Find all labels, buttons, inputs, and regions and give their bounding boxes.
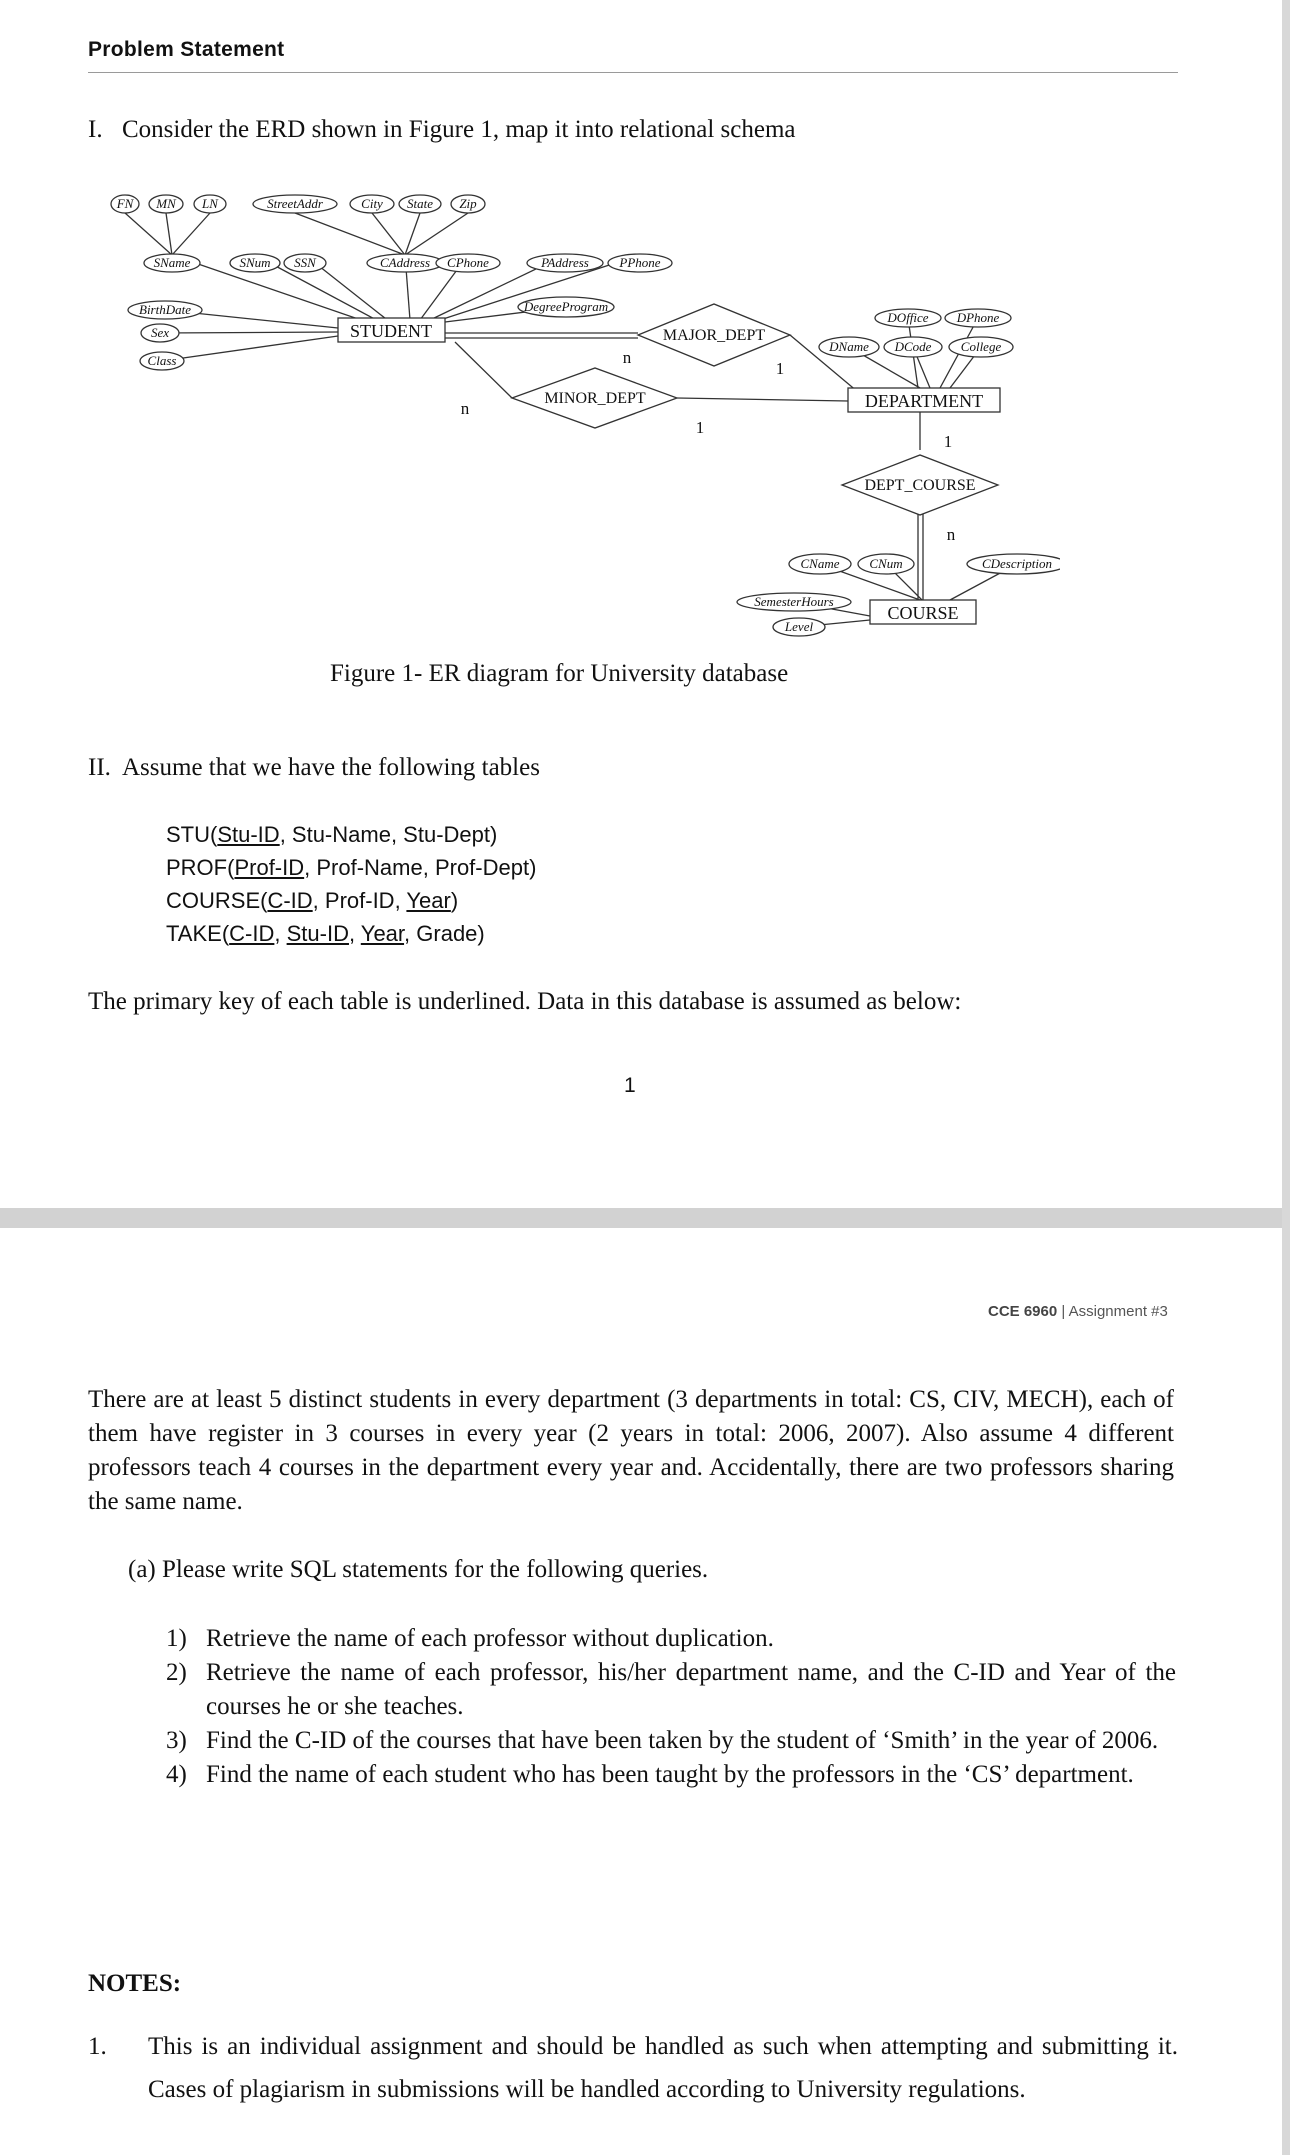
schema-course-attrs: , Prof-ID, <box>312 888 407 913</box>
header-separator: | <box>1057 1303 1069 1320</box>
entity-course: COURSE <box>887 603 959 623</box>
note-number: 1. <box>88 2033 107 2060</box>
primary-key-note: The primary key of each table is underlined. Data in this database is assumed as below: <box>88 988 962 1015</box>
attr-zip: Zip <box>459 196 477 211</box>
page-number: 1 <box>624 1074 636 1097</box>
attr-snum: SNum <box>239 255 271 270</box>
page-gap <box>0 1208 1290 1228</box>
rel-major-dept: MAJOR_DEPT <box>662 327 766 344</box>
query-number: 2) <box>166 1659 187 1686</box>
query-list <box>166 1622 1176 1792</box>
attr-cnum: CNum <box>869 556 903 571</box>
schema-take-key-1: C-ID <box>229 921 275 946</box>
attr-ln: LN <box>202 196 218 211</box>
page-header <box>988 1303 1168 1320</box>
schema-prof-attrs: , Prof-Name, Prof-Dept) <box>304 855 537 880</box>
question-1 <box>88 116 796 144</box>
rel-dept-course: DEPT_COURSE <box>864 477 976 494</box>
schema-stu <box>166 818 536 851</box>
query-text: Find the name of each student who has been taught by the professors in the ‘CS’ department. <box>206 1761 1134 1788</box>
rel-minor-dept: MINOR_DEPT <box>544 390 646 407</box>
schema-course-close: ) <box>450 888 459 913</box>
header-assignment: Assignment #3 <box>1068 1303 1168 1320</box>
er-diagram <box>100 180 1060 650</box>
attr-caddress: CAddress <box>379 255 431 270</box>
attr-cphone: CPhone <box>447 255 489 270</box>
question-2-text: Assume that we have the following tables <box>122 754 540 781</box>
attr-dcode: DCode <box>894 339 932 354</box>
note-item-1 <box>88 2025 1178 2111</box>
schema-prof-name: PROF( <box>166 855 235 880</box>
attr-level: Level <box>784 619 814 634</box>
attr-sex: Sex <box>150 325 170 340</box>
part-a-heading: (a) Please write SQL statements for the following queries. <box>128 1556 709 1583</box>
attr-state: State <box>407 196 433 211</box>
attr-college: College <box>960 339 1002 354</box>
entity-department: DEPARTMENT <box>864 391 984 411</box>
schema-prof-key: Prof-ID <box>234 855 305 880</box>
attr-semester-hours: SemesterHours <box>754 594 834 609</box>
query-item-2 <box>166 1656 1176 1724</box>
attr-cname: CName <box>800 556 840 571</box>
schema-course <box>166 884 536 917</box>
attr-paddress: PAddress <box>541 255 589 270</box>
attr-dname: DName <box>829 339 869 354</box>
query-text: Retrieve the name of each professor without duplication. <box>206 1625 774 1652</box>
note-text: This is an individual assignment and should be handled as such when attempting and submitting it. Cases of plagiarism in submissions will be handled according to University regulations. <box>148 2033 1178 2103</box>
schema-take-key-3: Year <box>360 921 405 946</box>
attr-street: StreetAddr <box>267 196 323 211</box>
attr-mn: MN <box>156 196 176 211</box>
query-number: 1) <box>166 1625 187 1652</box>
query-text: Find the C-ID of the courses that have been taken by the student of ‘Smith’ in the year of 2006. <box>206 1727 1159 1754</box>
schema-take-attrs: , Grade) <box>404 921 485 946</box>
attr-birthdate: BirthDate <box>139 302 191 317</box>
attr-sname: SName <box>153 255 191 270</box>
card-major-dept: 1 <box>775 359 785 378</box>
section-title: Problem Statement <box>88 38 285 61</box>
schema-take <box>166 917 536 950</box>
attr-cdescription: CDescription <box>981 556 1053 571</box>
schema-prof <box>166 851 536 884</box>
question-2-number: II. <box>88 754 111 781</box>
schema-course-key-2: Year <box>406 888 451 913</box>
figure-caption: Figure 1- ER diagram for University database <box>330 660 789 687</box>
schema-stu-key: Stu-ID <box>217 822 280 847</box>
schema-course-name: COURSE( <box>166 888 268 913</box>
schema-take-name: TAKE( <box>166 921 230 946</box>
entity-student: STUDENT <box>350 321 432 341</box>
attr-class: Class <box>147 353 177 368</box>
attr-fn: FN <box>116 196 134 211</box>
card-dc-dept: 1 <box>943 432 953 451</box>
query-number: 3) <box>166 1727 187 1754</box>
section-divider <box>88 72 1178 73</box>
header-course: CCE 6960 <box>988 1303 1058 1320</box>
query-number: 4) <box>166 1761 187 1788</box>
card-major-student: n <box>622 348 632 367</box>
schema-stu-attrs: , Stu-Name, Stu-Dept) <box>279 822 498 847</box>
assumption-paragraph: There are at least 5 distinct students in every department (3 departments in total: CS, CIV, MECH), each of them have register in 3 courses in every year (2 years in total: 2006, 2007). Also assume 4 different professors teach 4 courses in the department every year and. Accidentally, there are two professors sharing the same name. <box>88 1386 1174 1515</box>
notes-title: NOTES: <box>88 1970 182 1997</box>
query-item-4 <box>166 1758 1176 1792</box>
schema-take-sep-1: , <box>274 921 287 946</box>
page-edge <box>1282 0 1290 2155</box>
attr-doffice: DOffice <box>887 310 929 325</box>
card-minor-dept: 1 <box>695 418 705 437</box>
query-item-1 <box>166 1622 1176 1656</box>
question-1-text: Consider the ERD shown in Figure 1, map it into relational schema <box>122 116 796 143</box>
schema-take-key-2: Stu-ID <box>286 921 349 946</box>
schema-course-key-1: C-ID <box>267 888 313 913</box>
card-minor-student: n <box>460 399 470 418</box>
question-2 <box>88 754 540 782</box>
attr-dphone: DPhone <box>956 310 1000 325</box>
attr-ssn: SSN <box>294 255 316 270</box>
attr-pphone: PPhone <box>619 255 661 270</box>
attr-degree-program: DegreeProgram <box>523 299 609 314</box>
question-1-number: I. <box>88 116 103 143</box>
table-schemas <box>166 818 536 950</box>
query-item-3 <box>166 1724 1176 1758</box>
schema-stu-name: STU( <box>166 822 218 847</box>
query-text: Retrieve the name of each professor, his/her department name, and the C-ID and Year of the courses he or she teaches. <box>206 1659 1176 1720</box>
attr-city: City <box>361 196 383 211</box>
card-dc-course: n <box>946 525 956 544</box>
schema-take-sep-2: , <box>348 921 361 946</box>
